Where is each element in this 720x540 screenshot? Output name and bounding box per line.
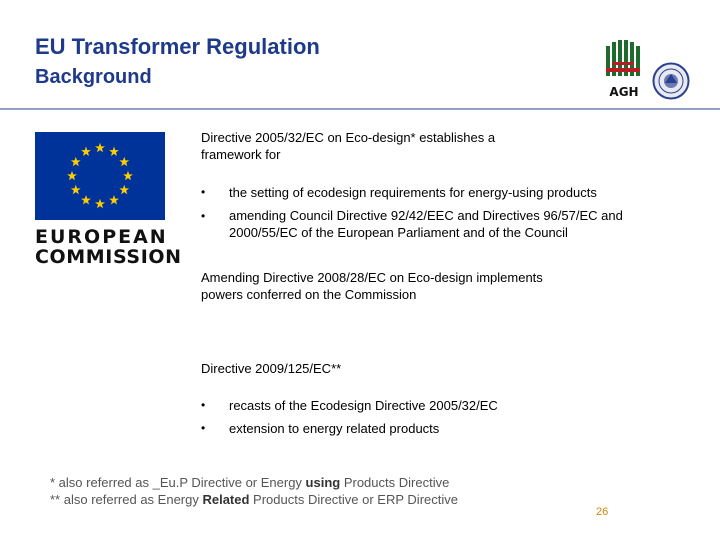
- ec-logo-line2: COMMISSION: [35, 246, 182, 268]
- eu-flag-icon: [35, 132, 165, 220]
- directive-2005-heading: Directive 2005/32/EC on Eco-design* establishes a framework for: [201, 130, 496, 162]
- bullet-marker: •: [201, 209, 206, 223]
- slide-subtitle: Background: [35, 66, 152, 88]
- bullet-marker: •: [201, 421, 206, 435]
- bullet-recasts: recasts of the Ecodesign Directive 2005/32/EC: [229, 398, 498, 413]
- bullet-marker: •: [201, 185, 206, 199]
- footnote-2-bold: Related: [202, 492, 250, 507]
- footnote-1-suffix: Products Directive: [340, 475, 450, 490]
- directive-2009-heading: Directive 2009/125/EC**: [201, 361, 342, 376]
- ec-logo-line1: EUROPEAN: [35, 226, 168, 248]
- bullet-ecodesign-requirements: the setting of ecodesign requirements for energy-using products: [229, 185, 597, 200]
- header-divider: [0, 108, 720, 110]
- agh-logo-text: AGH: [609, 85, 639, 99]
- footnote-1-bold: using: [305, 475, 341, 490]
- footnote-1: [50, 475, 449, 490]
- footnote-2: [50, 492, 458, 507]
- amending-directive-2008-text: Amending Directive 2008/28/EC on Eco-design implements powers conferred on the Commission: [201, 270, 543, 302]
- bullet-extension: extension to energy related products: [229, 421, 440, 436]
- page-number: 26: [596, 506, 609, 518]
- bullet-amending-council-directive: amending Council Directive 92/42/EEC and Directives 96/57/EC and 2000/55/EC of the European Parliament and of the Council: [229, 208, 623, 240]
- slide-title: EU Transformer Regulation: [35, 34, 320, 59]
- agh-university-logo: [604, 38, 646, 100]
- footnote-1-text: * also referred as _Eu.P Directive or Energy: [50, 475, 306, 490]
- european-commission-logo: [35, 132, 182, 272]
- seal-logo: [652, 62, 690, 100]
- footnote-2-suffix: Products Directive or ERP Directive: [249, 492, 458, 507]
- footnote-2-text: ** also referred as Energy: [50, 492, 203, 507]
- bullet-marker: •: [201, 398, 206, 412]
